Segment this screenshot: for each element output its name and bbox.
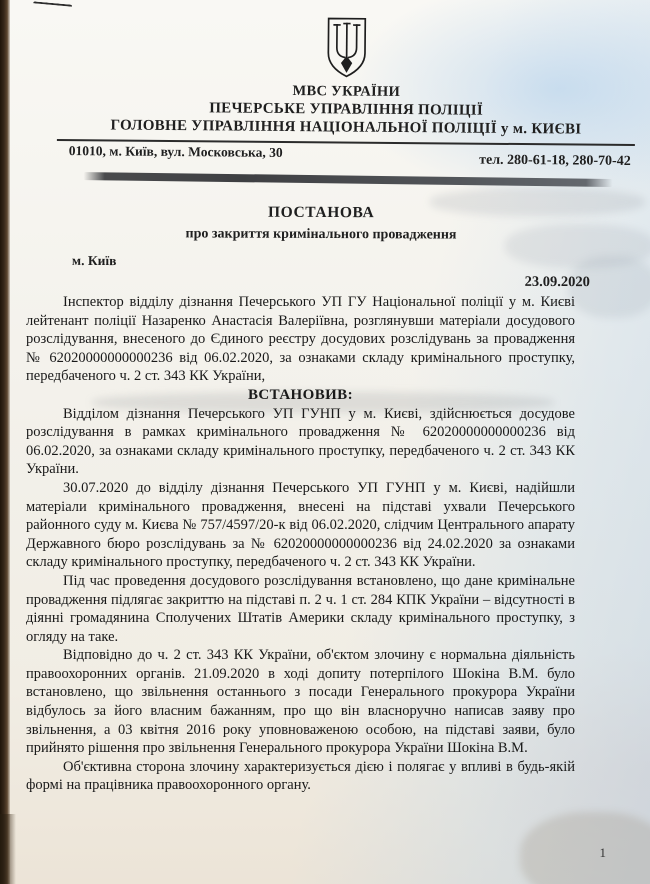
org-name-line1: МВС УКРАЇНИ: [292, 83, 401, 100]
document-city: м. Київ: [71, 252, 117, 269]
letterhead-separator-bar: [84, 172, 613, 187]
document-body: [26, 293, 575, 795]
body-paragraph: Об'єктивна сторона злочину характеризується дією і полягає у впливі в будь-якій формі на працівника правоохоронного органу.: [26, 758, 575, 794]
letterhead: [57, 14, 636, 186]
scan-smudge: [520, 812, 650, 884]
org-address: 01010, м. Київ, вул. Московська, 30: [68, 143, 283, 160]
intro-paragraph: Інспектор відділу дізнання Печерського УП ГУ Національної поліції у м. Києві лейтенант поліції Назаренко Анастасія Валеріївна, розглянувши матеріали досудового розслідування, внесеного до Єдиного реєстру досудових розслідувань за провадження № 62020000000000236 від 06.02.2020, за ознаками складу кримінального проступку, передбаченого ч. 2 ст. 343 КК України,: [26, 294, 575, 385]
body-paragraph: Відділом дізнання Печерського УП ГУНП у м. Києві, здійснюється досудове розслідування в рамках кримінального провадження № 62020000000000236 від 06.02.2020, за ознаками складу кримінального проступку, передбаченого ч. 2 ст. 343 КК України.: [26, 405, 575, 478]
body-paragraph: Під час проведення досудового розслідування встановлено, що дане кримінальне провадження підлягає закриттю на підставі п. 2 ч. 1 ст. 284 КПК України – відсутності в діянні громадянина Сполучених Штатів Америки складу кримінального проступку, з огляду на таке.: [26, 572, 575, 645]
body-paragraph: Відповідно до ч. 2 ст. 343 КК України, об'єктом злочину є нормальна діяльність правоохоронних органів. 21.09.2020 в ході допиту потерпілого Шокіна В.М. було встановлено, що звільнення останнього з посади Генерального прокурора України відбулось за його власним бажанням, про що він власноручно написав заяву про звільнення, а 03 квітня 2016 року уповноваженою особою, на підставі заяви, було прийнято рішення про звільнення Генерального прокурора України Шокіна В.М.: [26, 647, 575, 757]
document-title-block: [40, 203, 602, 291]
org-phone: тел. 280-61-18, 280-70-42: [479, 152, 631, 170]
section-heading-vstanoviv: ВСТАНОВИВ:: [248, 386, 353, 403]
page-number: 1: [599, 845, 606, 860]
org-name-line3: ГОЛОВНЕ УПРАВЛІННЯ НАЦІОНАЛЬНОЇ ПОЛІЦІЇ у м. КИЄВІ: [110, 117, 582, 138]
document-title: ПОСТАНОВА: [267, 203, 375, 222]
pen-mark: [33, 1, 72, 9]
document-subtitle: про закриття кримінального провадження: [185, 226, 457, 243]
letterhead-contact-row: [57, 139, 635, 170]
body-paragraph: 30.07.2020 до відділу дізнання Печерського УП ГУНП у м. Києві, надійшли матеріали кримінального провадження, внесені на підставі ухвали Печерського районного суду м. Києва № 757/4597/20-к від 06.02.2020, слідчим Центрального апарату Державного бюро розслідувань за № 62020000000000236 від 24.02.2020 за ознаками складу кримінального проступку, передбаченого ч. 2 ст. 343 КК України.: [26, 479, 575, 571]
photo-left-edge-bottom: [0, 814, 16, 884]
document-date: 23.09.2020: [524, 273, 590, 291]
org-name-line2: ПЕЧЕРСЬКЕ УПРАВЛІННЯ ПОЛІЦІЇ: [209, 100, 484, 119]
ukraine-trident-emblem-icon: [324, 16, 369, 78]
photo-left-edge: [0, 0, 10, 884]
